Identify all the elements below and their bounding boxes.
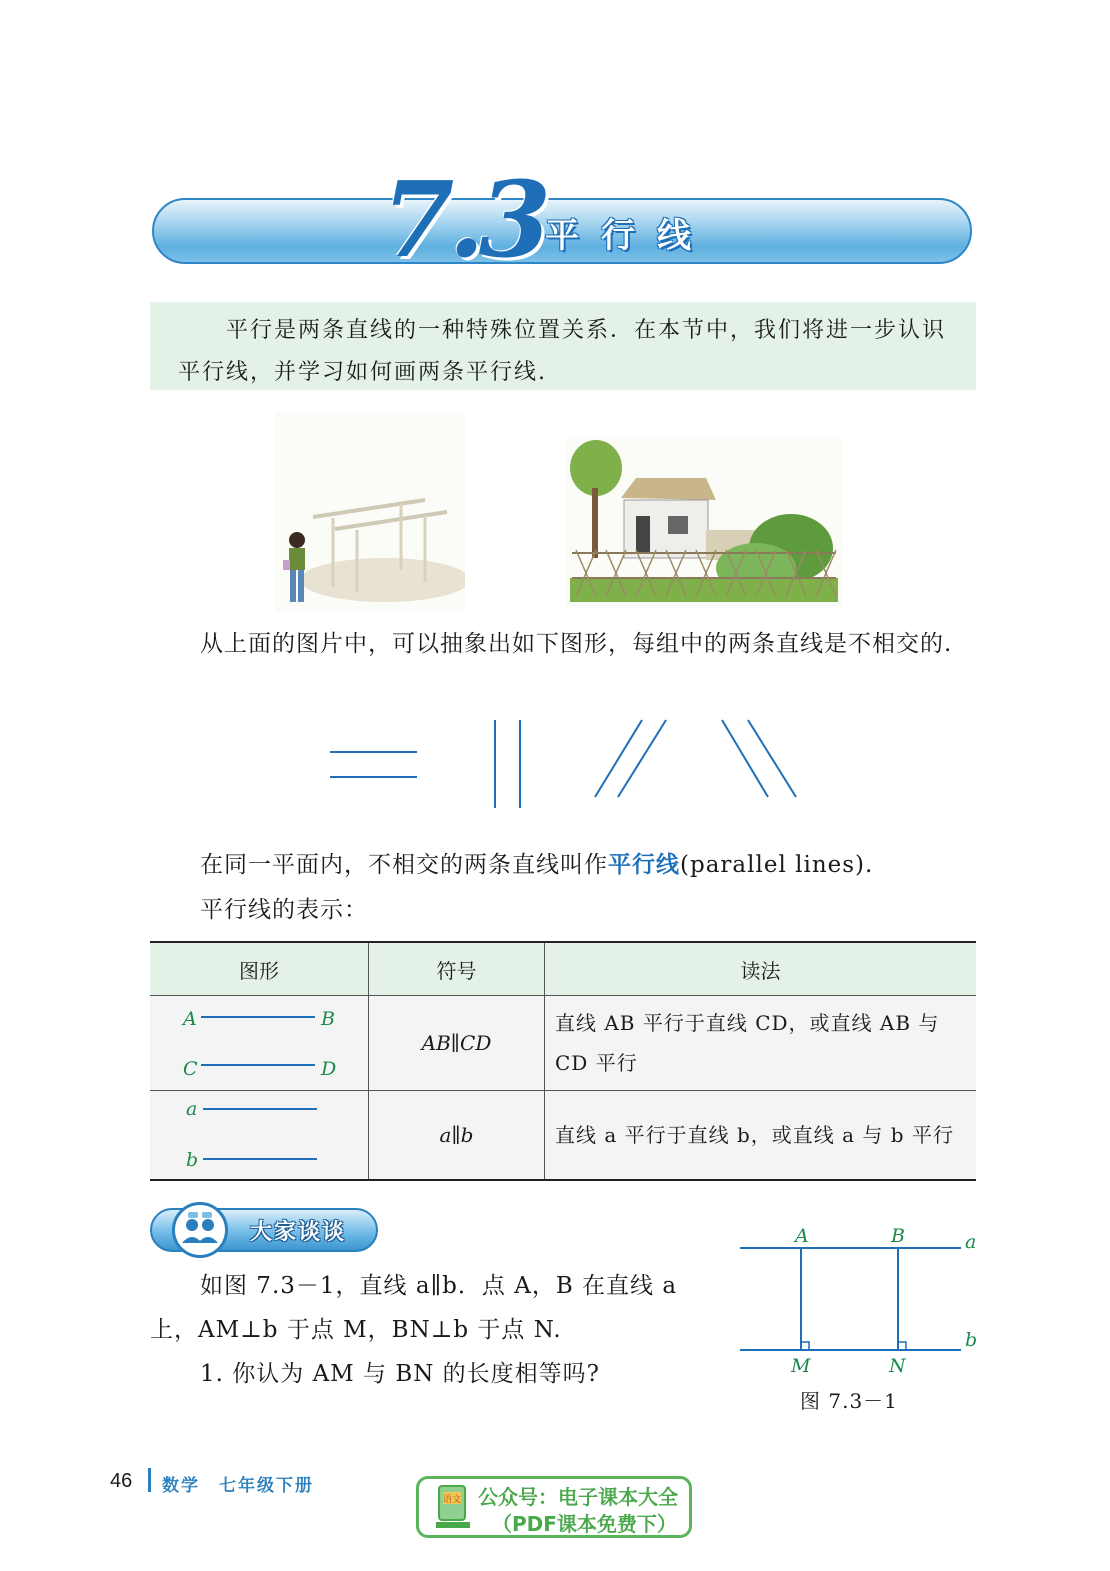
- abstract-paragraph: [150, 624, 980, 664]
- label-A: A: [183, 1008, 197, 1030]
- table-header-figure: 图形: [150, 942, 369, 996]
- discussion-line-3: [150, 1354, 730, 1394]
- parallel-bars-illustration: [275, 412, 465, 612]
- fig-label-b: b: [965, 1329, 978, 1351]
- label-B: B: [321, 1008, 335, 1030]
- figure-cell-a-b: [150, 1091, 369, 1181]
- fig-label-B: B: [891, 1225, 905, 1247]
- table-header-reading: 读法: [545, 942, 977, 996]
- definition-term: 平行线: [608, 851, 680, 878]
- section-number: 7.3: [382, 158, 545, 281]
- label-b: b: [186, 1149, 199, 1171]
- label-D: D: [321, 1058, 337, 1080]
- discussion-line-3-text: 1. 你认为 AM 与 BN 的长度相等吗?: [200, 1361, 601, 1387]
- page-number: 46: [110, 1470, 133, 1492]
- fig-label-N: N: [889, 1355, 906, 1377]
- ab-cd-figure: [151, 997, 367, 1089]
- notation-intro-text: 平行线的表示：: [200, 897, 368, 923]
- book-title: 数学 七年级下册: [162, 1476, 314, 1496]
- table-row: [150, 1091, 976, 1181]
- table-header-symbol: 符号: [369, 942, 545, 996]
- label-a: a: [186, 1098, 198, 1120]
- symbol-cell: AB∥CD: [369, 996, 545, 1091]
- falling-pair-line-2: [748, 720, 796, 797]
- definition-paragraph: [150, 845, 980, 885]
- parallel-line-pairs: [320, 715, 810, 815]
- figure-cell-ab-cd: [150, 996, 369, 1091]
- notation-table: [150, 941, 976, 1181]
- notation-intro: [150, 890, 980, 930]
- definition-before: 在同一平面内，不相交的两条直线叫作: [200, 852, 608, 878]
- watermark-line-1: 公众号：电子课本大全: [478, 1485, 678, 1509]
- fig-label-M: M: [791, 1355, 811, 1377]
- symbol-cell: a∥b: [369, 1091, 545, 1181]
- rising-pair-line-1: [595, 720, 642, 797]
- cottage-fence-illustration: [566, 438, 842, 606]
- figure-7-3-1: [735, 1222, 985, 1382]
- intro-text: 平行是两条直线的一种特殊位置关系．在本节中，我们将进一步认识平行线，并学习如何画两条平行线.: [178, 318, 947, 385]
- figure-caption: 图 7.3－1: [800, 1389, 898, 1413]
- abstract-text: 从上面的图片中，可以抽象出如下图形，每组中的两条直线是不相交的.: [200, 631, 953, 657]
- textbook-logo-icon: [436, 1484, 470, 1530]
- table-row: [150, 996, 976, 1091]
- page-divider: [148, 1468, 151, 1492]
- a-b-figure: [151, 1092, 367, 1178]
- discussion-line-2: 上，AM⊥b 于点 M，BN⊥b 于点 N.: [150, 1317, 562, 1343]
- intro-box: [150, 302, 976, 390]
- section-title: 平行线: [545, 216, 713, 256]
- discussion-line-1: [150, 1266, 730, 1306]
- fig-label-A: A: [795, 1225, 809, 1247]
- reading-cell: 直线 a 平行于直线 b，或直线 a 与 b 平行: [545, 1091, 977, 1181]
- reading-cell: 直线 AB 平行于直线 CD，或直线 AB 与 CD 平行: [545, 996, 977, 1091]
- discussion-line-1-text: 如图 7.3－1，直线 a∥b．点 A，B 在直线 a: [200, 1273, 678, 1299]
- rising-pair-line-2: [618, 720, 666, 797]
- falling-pair-line-1: [722, 720, 768, 797]
- logo-text: 语文: [442, 1495, 462, 1505]
- definition-after: (parallel lines).: [680, 852, 874, 878]
- people-discussion-icon: [172, 1202, 228, 1258]
- discussion-badge-label: 大家谈谈: [250, 1220, 347, 1245]
- fig-label-a: a: [965, 1231, 977, 1253]
- watermark-line-2: （PDF课本免费下）: [492, 1512, 677, 1536]
- label-C: C: [183, 1058, 198, 1080]
